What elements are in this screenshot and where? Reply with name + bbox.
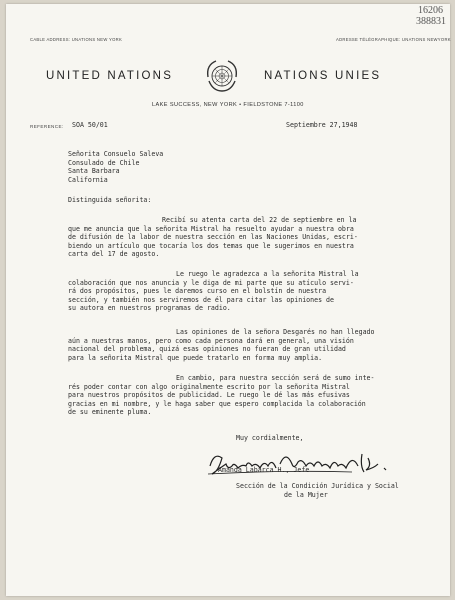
org-name-english: UNITED NATIONS (46, 70, 174, 82)
paragraph-line: sección, y también nos serviremos de él para citar las opiniones de (68, 295, 334, 304)
recipient-line: Santa Barbara (68, 167, 120, 176)
paragraph-line: carta del 17 de agosto. (68, 250, 160, 259)
recipient-line: California (68, 175, 108, 184)
paragraph-line: para nuestros propósitos de publicidad. Le ruego le dé las más efusivas (68, 391, 350, 400)
cable-address-right: ADRESSE TÉLÉGRAPHIQUE: UNATIONS NEWYORK (336, 37, 451, 42)
department-line: Sección de la Condición Jurídica y Social (236, 482, 399, 490)
paragraph-line: rá dos propósitos, pues le daremos curso en el bolstín de nuestra (68, 287, 327, 296)
office-address: LAKE SUCCESS, NEW YORK • FIELDSTONE 7-1100 (152, 102, 304, 108)
un-emblem-icon (202, 57, 242, 97)
department-line: de la Mujer (284, 490, 328, 499)
recipient-block (68, 150, 163, 184)
paragraph-line: que me anuncia que la señorita Mistral ha resuelto ayudar a nuestra obra (68, 224, 354, 233)
salutation: Distinguida señorita: (68, 196, 152, 204)
paragraph-line: colaboración que nos anuncia y le diga de mi parte que su atículo servi- (68, 278, 354, 287)
paragraph-line: Le ruego le agradezca a la señorita Mistral la (176, 270, 359, 278)
reference-label: REFERENCE: (30, 124, 64, 129)
paragraph-3 (68, 328, 375, 362)
paragraph-line: de difusión de la labor de nuestra sección en las Naciones Unidas, escri- (68, 233, 358, 242)
paragraph-line: para la señorita Mistral que puede tratarlo en forma muy amplia. (68, 353, 323, 362)
paragraph-line: Las opiniones de la señora Desgarés no han llegado (176, 328, 375, 336)
paragraph-line: Recibí su atenta carta del 22 de septiembre en la (162, 216, 357, 224)
handwritten-signature (202, 444, 402, 484)
signatory-name: Amanda Labarca H., Jefe (218, 466, 310, 474)
paragraph-line: gracias en mi nombre, y le haga saber que espero complacida la colaboración (68, 399, 366, 408)
reference-code: SOA 50/01 (72, 121, 108, 129)
letter-page (6, 4, 450, 596)
paragraph-line: En cambio, para nuestra sección será de sumo inte- (176, 374, 375, 382)
paragraph-line: su autora en nuestros programas de radio. (68, 304, 231, 313)
paragraph-4 (68, 374, 375, 417)
paragraph-2 (68, 270, 359, 313)
paragraph-line: de su eminente pluma. (68, 408, 152, 417)
letter-date: Septiembre 27,1948 (286, 121, 358, 129)
closing: Muy cordialmente, (236, 434, 304, 442)
archive-number-1: 16206 (418, 5, 443, 16)
department-block (236, 482, 399, 499)
org-name-french: NATIONS UNIES (264, 70, 382, 82)
paragraph-line: nacional del problema, quizá esas opiniones no fueran de gran utilidad (68, 345, 346, 354)
archive-number-2: 388831 (416, 16, 446, 27)
cable-address-left: CABLE ADDRESS: UNATIONS NEW YORK (30, 37, 123, 42)
recipient-line: Consulado de Chile (68, 158, 140, 167)
recipient-line: Señorita Consuelo Saleva (68, 150, 164, 158)
paragraph-line: biendo un artículo que tocaría los dos temas que le sugerimos en nuestra (68, 241, 354, 250)
paragraph-line: aún a nuestras manos, pero como cada persona dará en general, una visión (68, 336, 354, 345)
paragraph-1 (68, 216, 358, 259)
paragraph-line: rés poder contar con algo originalmente escrito por la señorita Mistral (68, 382, 350, 391)
